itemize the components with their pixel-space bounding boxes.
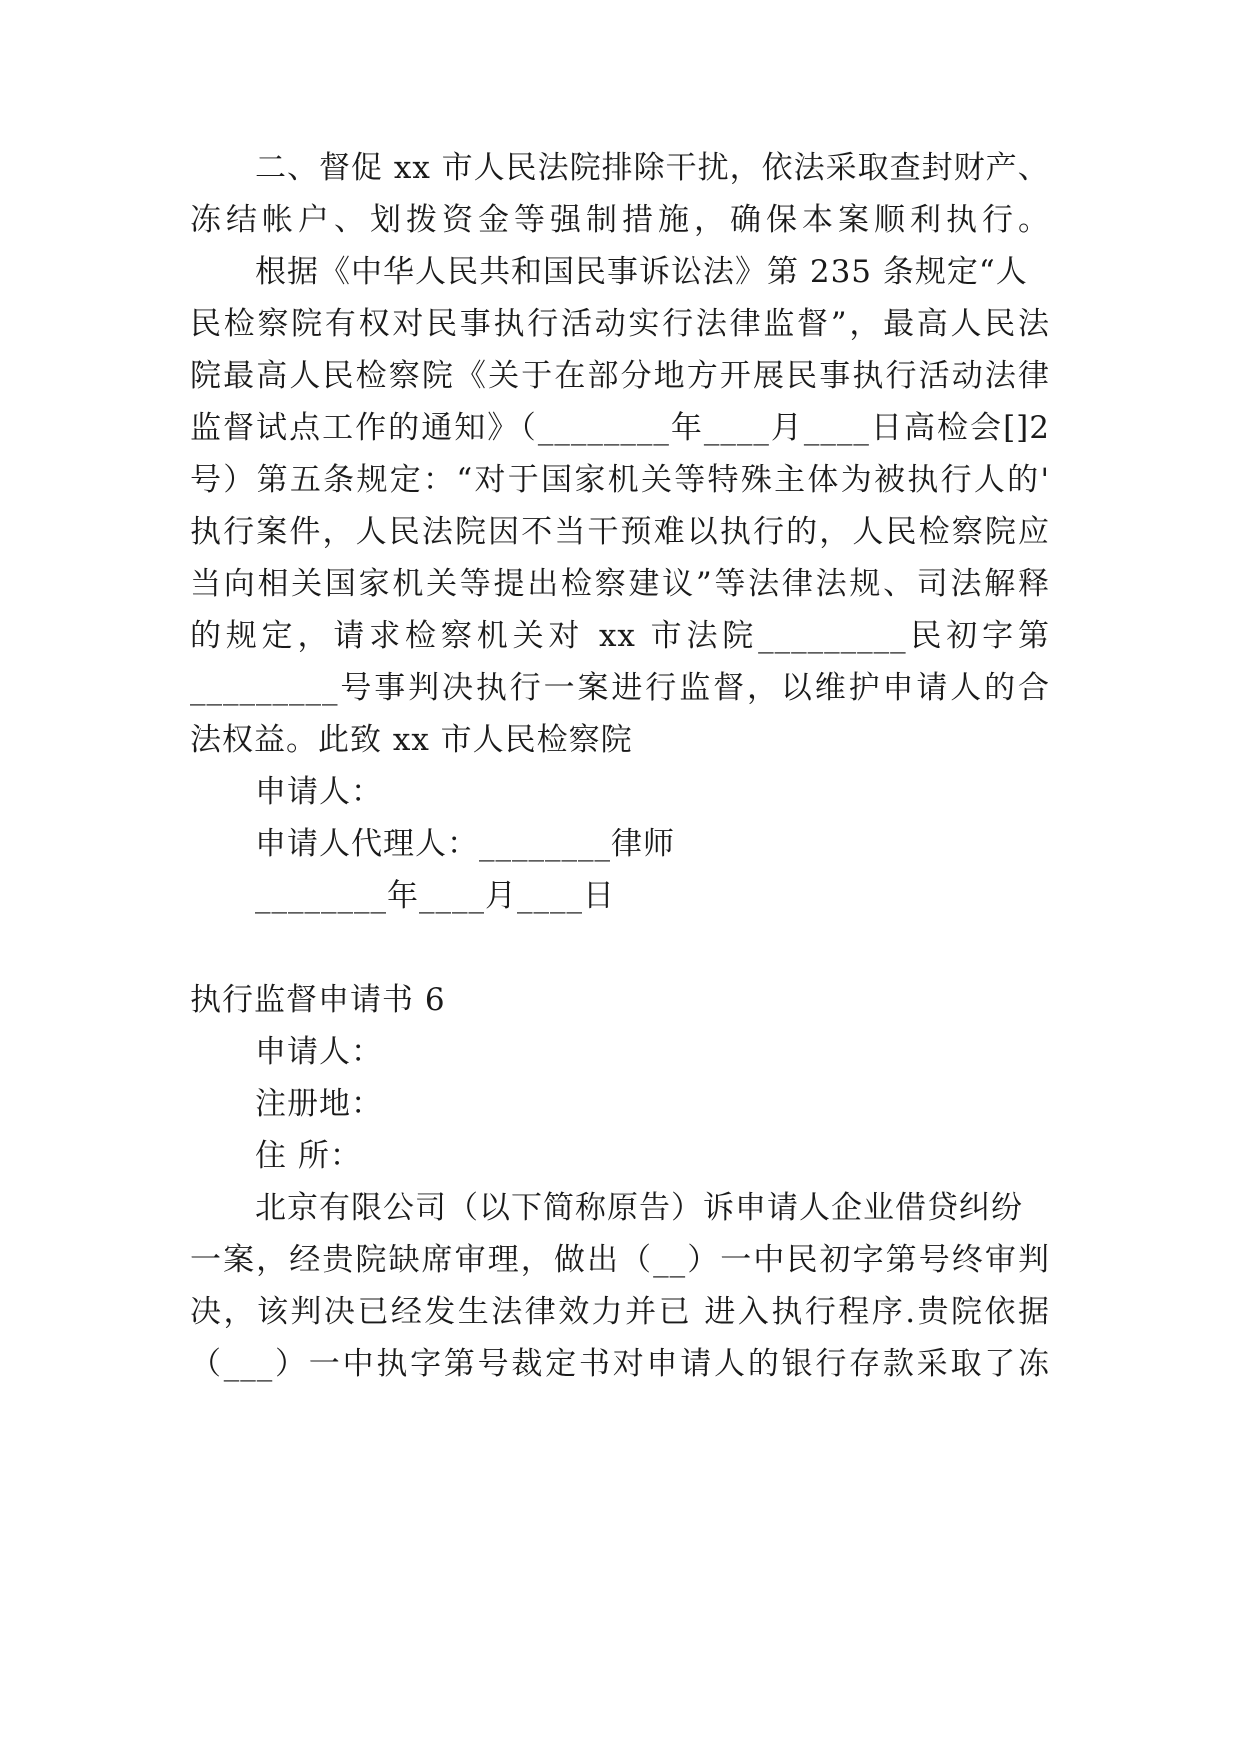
date-line: ________年____月____日 <box>255 878 615 914</box>
paragraph-line: 决，该判决已经发生法律效力并已 进入执行程序.贵院依据 <box>190 1294 1050 1330</box>
section-title: 执行监督申请书 6 <box>190 982 446 1018</box>
paragraph-line: 监督试点工作的通知》（________年____月____日高检会[]2 <box>190 410 1050 446</box>
registered-address-label: 注册地： <box>255 1086 383 1122</box>
residence-label: 住 所： <box>255 1138 362 1174</box>
paragraph-line: 一案，经贵院缺席审理，做出（__）一中民初字第号终审判 <box>190 1242 1050 1278</box>
agent-label: 申请人代理人：________律师 <box>255 826 675 862</box>
paragraph-line: 当向相关国家机关等提出检察建议”等法律法规、司法解释 <box>190 566 1050 602</box>
paragraph-line: 北京有限公司（以下简称原告）诉申请人企业借贷纠纷 <box>255 1190 1023 1226</box>
applicant-label: 申请人： <box>255 774 383 810</box>
paragraph-line: 根据《中华人民共和国民事诉讼法》第 235 条规定“人 <box>255 254 1028 290</box>
paragraph-line: 法权益。此致 xx 市人民检察院 <box>190 722 633 758</box>
paragraph-line: 号）第五条规定：“对于国家机关等特殊主体为被执行人的' <box>190 462 1050 498</box>
paragraph-line: 的规定，请求检察机关对 xx 市法院_________民初字第 <box>190 618 1050 654</box>
paragraph-line: 民检察院有权对民事执行活动实行法律监督”，最高人民法 <box>190 306 1050 342</box>
applicant-label: 申请人： <box>255 1034 383 1070</box>
paragraph-line: _________号事判决执行一案进行监督，以维护申请人的合 <box>190 670 1050 706</box>
paragraph-line: 冻结帐户、划拨资金等强制措施，确保本案顺利执行。 <box>190 202 1050 238</box>
paragraph-line: 二、督促 xx 市人民法院排除干扰，依法采取查封财产、 <box>255 150 1050 186</box>
paragraph-line: （___）一中执字第号裁定书对申请人的银行存款采取了冻 <box>190 1346 1050 1382</box>
paragraph-line: 执行案件，人民法院因不当干预难以执行的，人民检察院应 <box>190 514 1050 550</box>
paragraph-line: 院最高人民检察院《关于在部分地方开展民事执行活动法律 <box>190 358 1050 394</box>
